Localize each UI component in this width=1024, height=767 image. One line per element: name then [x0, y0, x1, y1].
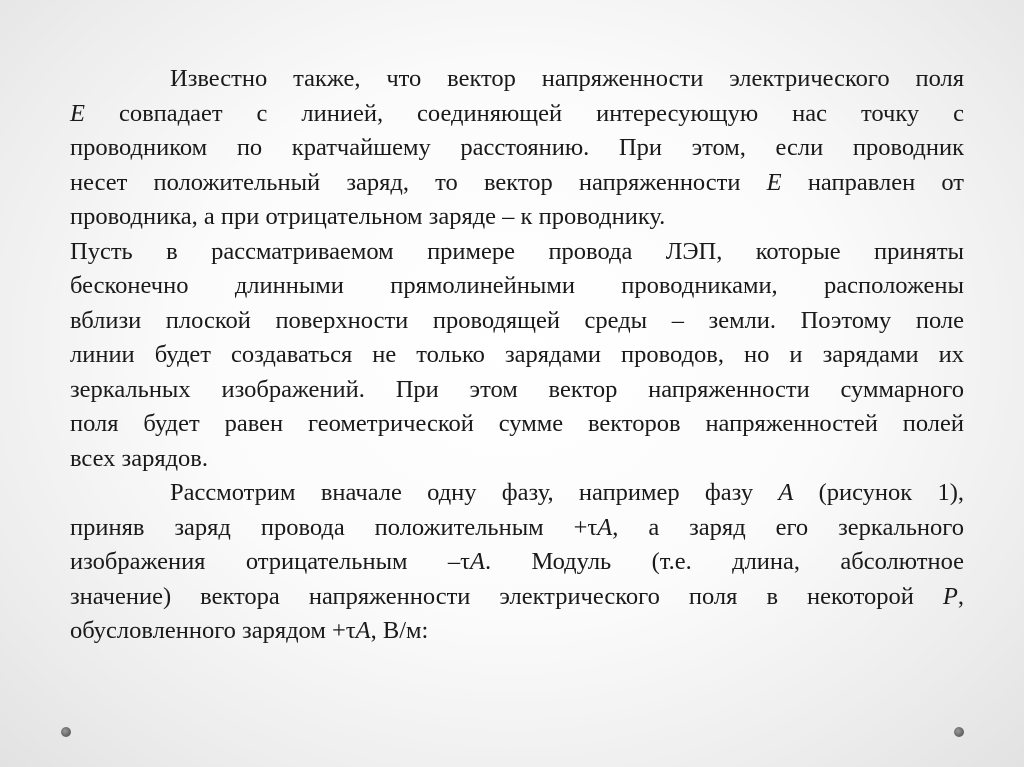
- text-line: Известно также, что вектор напряженности электрического поля: [170, 65, 964, 92]
- text-line: линии будет создаваться не только зарядами проводов, но и зарядами их: [70, 341, 964, 368]
- text-line: зеркальных изображений. При этом вектор напряженности суммарного: [70, 375, 964, 403]
- decorative-dot-right: [954, 727, 964, 737]
- paragraph-field-vector: [70, 62, 964, 235]
- text-line: поля будет равен геометрической сумме векторов напряженностей полей: [70, 410, 964, 437]
- text-line: E совпадает с линией, соединяющей интересующую нас точку с: [70, 99, 964, 127]
- slide-text-body: [70, 62, 964, 649]
- decorative-dot-left: [61, 727, 71, 737]
- paragraph-phase-a: [70, 476, 964, 649]
- text-line: Пусть в рассматриваемом примере провода ЛЭП, которые приняты: [70, 237, 964, 265]
- text-line: проводника, а при отрицательном заряде – к проводнику.: [70, 203, 666, 230]
- text-line: изображения отрицательным –τA. Модуль (т.е. длина, абсолютное: [70, 548, 964, 575]
- paragraph-power-line-example: [70, 235, 964, 477]
- text-line: всех зарядов.: [70, 444, 209, 472]
- text-line: несет положительный заряд, то вектор напряженности E направлен от: [70, 168, 964, 196]
- text-line: вблизи плоской поверхности проводящей среды – земли. Поэтому поле: [70, 306, 964, 334]
- text-line: бесконечно длинными прямолинейными проводниками, расположены: [70, 272, 964, 299]
- text-line: значение) вектора напряженности электрического поля в некоторой P,: [70, 582, 964, 610]
- text-line: приняв заряд провода положительным +τA, а заряд его зеркального: [70, 513, 964, 541]
- text-line: обусловленного зарядом +τA, В/м:: [70, 617, 429, 644]
- text-line: проводником по кратчайшему расстоянию. При этом, если проводник: [70, 134, 964, 161]
- text-line: Рассмотрим вначале одну фазу, например фазу A (рисунок 1),: [170, 479, 964, 506]
